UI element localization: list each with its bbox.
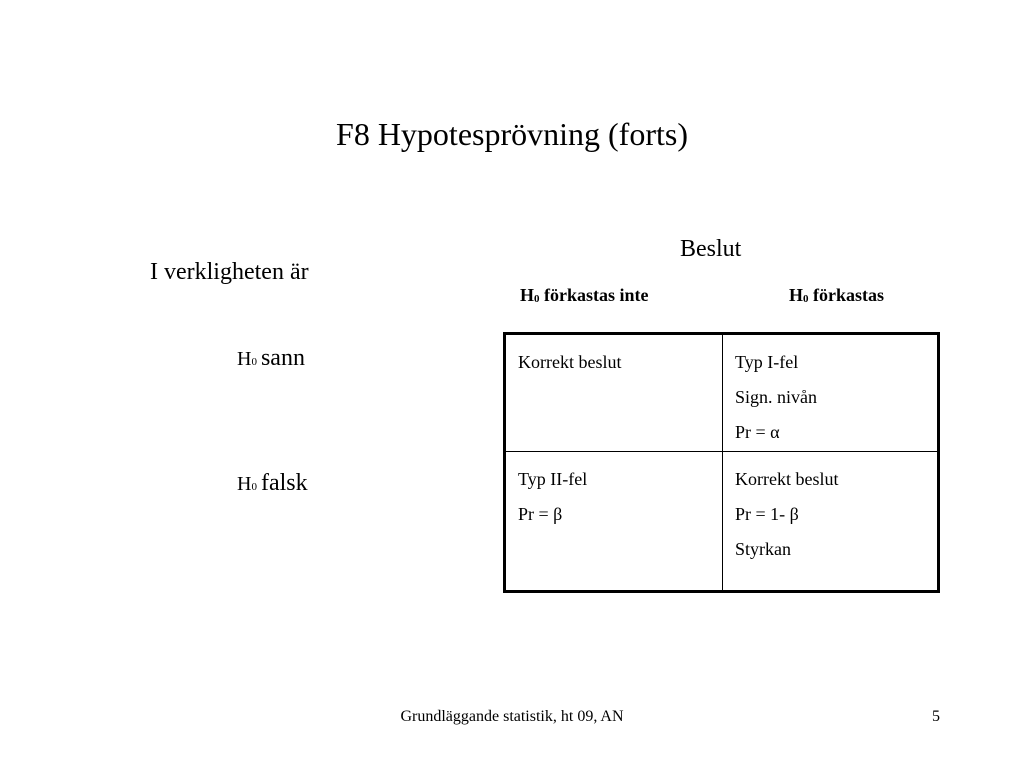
cell-line: Korrekt beslut xyxy=(518,352,622,372)
slide-footer: Grundläggande statistik, ht 09, AN xyxy=(400,708,624,725)
subscript: 0 xyxy=(251,356,257,368)
cell-line: Pr = β xyxy=(518,504,563,524)
cell-line: Pr = α xyxy=(735,422,780,442)
cell-line: Sign. nivån xyxy=(735,387,818,407)
column-header-text: förkastas inte xyxy=(539,285,649,305)
page-number: 5 xyxy=(932,708,940,725)
cell-line: Korrekt beslut xyxy=(735,469,839,489)
row-label-true xyxy=(237,343,305,377)
table-cell-type-1-error xyxy=(723,335,937,452)
decision-table xyxy=(503,332,940,593)
row-label-text: sann xyxy=(260,345,305,371)
table-cell-type-2-error xyxy=(506,452,723,590)
subscript: 0 xyxy=(251,481,257,493)
decision-label: Beslut xyxy=(680,236,742,262)
column-header-reject xyxy=(789,284,884,309)
row-label-text: falsk xyxy=(260,470,308,496)
table-cell-correct-decision-2 xyxy=(723,452,937,590)
table-cell-correct-decision-1 xyxy=(506,335,723,452)
h-symbol: H xyxy=(237,473,252,495)
column-header-text: förkastas xyxy=(808,285,885,305)
cell-line: Styrkan xyxy=(735,539,791,559)
reality-label: I verkligheten är xyxy=(150,259,309,285)
cell-line: Pr = 1- β xyxy=(735,504,799,524)
h-symbol: H xyxy=(237,348,252,370)
cell-line: Typ I-fel xyxy=(735,352,799,372)
column-header-reject-not xyxy=(520,284,649,309)
subscript: 0 xyxy=(803,293,809,305)
subscript: 0 xyxy=(534,293,540,305)
cell-line: Typ II-fel xyxy=(518,469,588,489)
h-symbol: H xyxy=(789,285,804,305)
row-label-false xyxy=(237,468,308,502)
h-symbol: H xyxy=(520,285,535,305)
slide-title: F8 Hypotesprövning (forts) xyxy=(336,116,688,152)
